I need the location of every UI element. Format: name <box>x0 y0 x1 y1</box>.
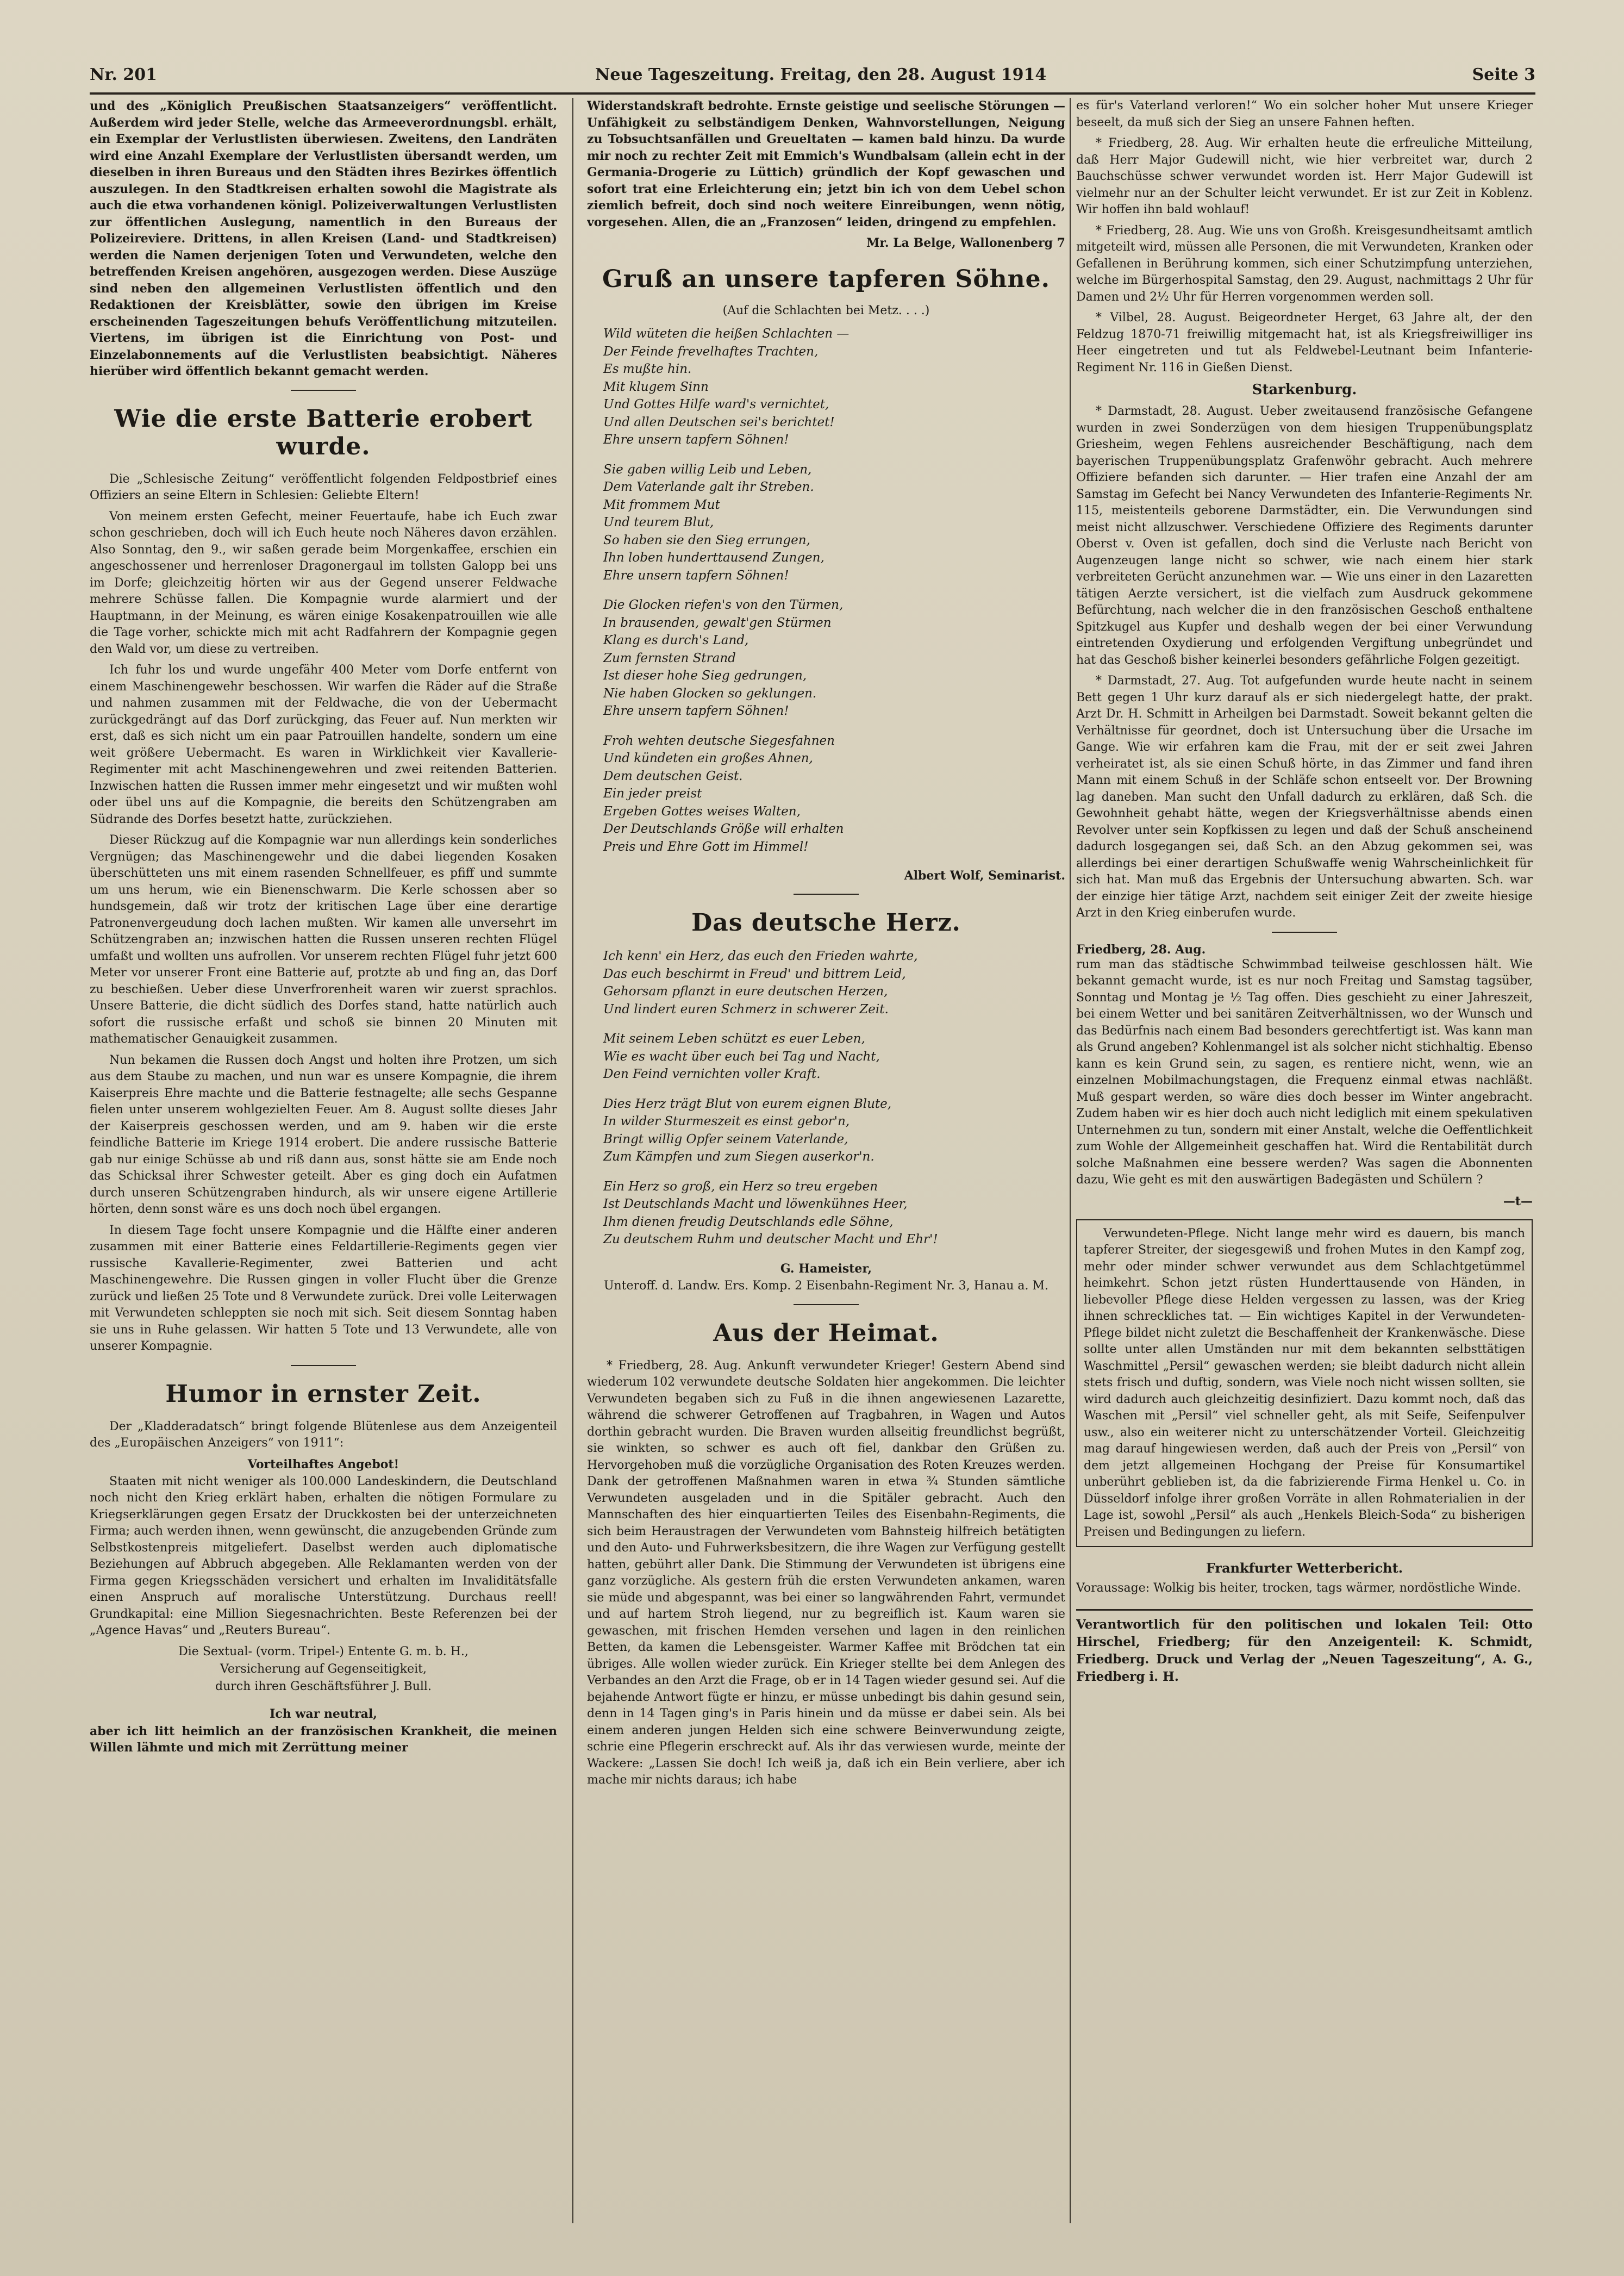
signature: Albert Wolf, Seminarist. <box>904 869 1065 883</box>
poem-line: Ihn loben hunderttausend Zungen, <box>603 551 825 565</box>
article-text: * Darmstadt, 28. August. Ueber zweitausend französische Gefangene wurden in zwei Sonderzügen von dem hiesigen Truppenübungsplatz Griesheim, wegen Fehlens ausreichender Beschäftigung, nach dem bayerischen Truppenübungsplatz Grafenwöhr gebracht. Auch mehrere Offiziere befanden sich darunter. — Hier trafen eine Anzahl der am Samstag im Gefecht bei Nancy Verwundeten des Infanterie-Regiments Nr. 115, meistenteils geborene Darmstädter, ein. Die Verwundungen sind meist nicht allzuschwer. Verschiedene Offiziere des Regiments darunter Oberst v. Oven ist gefallen, doch sind die Verluste nach Bericht von Augenzeugen lange nicht so schwer, wie nach einem hier stark verbreiteten Gerücht anzunehmen war. — Wie uns einer in den Lazaretten tätigen Aerzte versichert, ist die vielfach zum Ausdruck gekommene Befürchtung, nach welcher die in den französischen Geschoß enthaltene Spitzkugel aus Kupfer und deshalb wegen der bei einer Verwundung eintretenden Oxydierung und erfolgenden Vergiftung unbegründet und hat das Geschoß bisher keinerlei besonders gefährliche Folgen gezeitigt. <box>1076 404 1533 667</box>
poem-line: Zum Kämpfen und zum Siegen auserkor'n. <box>603 1150 875 1164</box>
article-text: und des „Königlich Preußischen Staatsanzeigers“ veröffentlicht. Außerdem wird jeder Stelle, welche das Armeeverordnungsbl. erhält, ein Exemplar der Verlustlisten überwiesen. Zweitens, den Landräten wird eine Anzahl Exemplare der Verlustlisten übersandt werden, um dieselben in ihren Bureaus und den Städten ihres Bezirkes öffentlich auszulegen. In den Stadtkreisen erhalten sowohl die Magistrate als auch die etwa vorhandenen königl. Polizeiverwaltungen Verlustlisten zur öffentlichen Auslegung, namentlich in den Bureaus der Polizeireviere. Drittens, in allen Kreisen (Land- und Stadtkreisen) werden die Namen derjenigen Toten und Verwundeten, welche den betreffenden Kreisen angehören, ausgezogen werden. Diese Auszüge sind neben den allgemeinen Verlustlisten öffentlich und den Redaktionen der Kreisblätter, sowie den übrigen im Kreise erscheinenden Tageszeitungen behufs Veröffentlichung mitzuteilen. Viertens, im übrigen ist die Einrichtung von Post- und Einzelabonnements auf die Verlustlisten beabsichtigt. Näheres hierüber wird öffentlich bekannt gemacht werden. <box>90 99 557 378</box>
poem-line: Ehre unsern tapfern Söhnen! <box>603 568 789 583</box>
column-1 <box>90 98 557 2223</box>
poem-stanza <box>587 596 1065 720</box>
article-text: rum man das städtische Schwimmbad teilweise geschlossen hält. Wie bekannt gemacht wurde, ist es nur noch Freitag und Samstag tagsüber, Sonntag und Montag je ½ Tag offen. Dies geschieht zu einer Jahreszeit, bei einem Wetter und bei sanitären Zeitverhältnissen, wo der Wunsch und das Bedürfnis nach einem Bad besonders gerechtfertigt ist. Was kann man als Grund angeben? Kohlenmangel ist als solcher nicht stichhaltig. Ebenso kann es kein Grund sein, zu sagen, es rentiere nicht, wenn, wie an einzelnen Mobilmachungstagen, die Frequenz einmal etwas nachläßt. Muß gespart werden, so wäre dies doch besser im Winter angebracht. Zudem haben wir es hier doch auch nicht lediglich mit einem spekulativen Unternehmen zu tun, sondern mit einer Anstalt, welche die Oeffentlichkeit zum Wohle der Allgemeinheit geschaffen hat. Wird die Rentabilität durch solche Maßnahmen eine bessere werden? Was sagen die Abonnenten dazu, Wie geht es mit den auswärtigen Badegästen und Schülern ? <box>1076 957 1533 1187</box>
poem-line: Zum fernsten Strand <box>603 651 736 665</box>
poem-line: Das euch beschirmt in Freud' und bittrem Leid, <box>603 966 906 981</box>
section-title: Aus der Heimat. <box>713 1319 939 1347</box>
signature: Mr. La Belge, Wallonenberg 7 <box>866 236 1065 250</box>
dateline: Friedberg, 28. Aug. <box>1076 942 1206 957</box>
poem-line: Ein jeder preist <box>603 787 702 801</box>
ad-heading: Vorteilhaftes Angebot! <box>247 1457 399 1471</box>
divider <box>794 1304 859 1305</box>
poem-stanza <box>587 325 1065 449</box>
region-heading: Starkenburg. <box>1252 382 1357 398</box>
divider <box>1272 932 1337 933</box>
signature: G. Hameister, <box>780 1261 872 1276</box>
poem-line: Ein Herz so groß, ein Herz so treu ergeben <box>603 1179 878 1194</box>
poem-line: Mit klugem Sinn <box>603 379 709 394</box>
page-number: Seite 3 <box>1472 65 1535 84</box>
imprint <box>1076 1609 1533 1686</box>
ad-heading: Ich war neutral, <box>270 1706 377 1721</box>
poem-line: Bringt willig Opfer seinem Vaterlande, <box>603 1132 848 1146</box>
signature: Die Sextual- (vorm. Tripel-) Entente G. m. b. H., <box>178 1644 469 1658</box>
poem-line: Und teurem Blut, <box>603 515 714 529</box>
imprint-text: Verantwortlich für den politischen und lokalen Teil: Otto Hirschel, Friedberg; für den Anzeigenteil: K. Schmidt, Friedberg. Druck und Verlag der „Neuen Tageszeitung“, A. G., Friedberg i. H. <box>1076 1617 1533 1684</box>
poem-line: In brausenden, gewalt'gen Stürmen <box>603 615 832 630</box>
poem-stanza <box>587 461 1065 585</box>
poem-line: Und lindert euren Schmerz in schwerer Zeit. <box>603 1002 889 1017</box>
poem-line: In wilder Sturmeszeit es einst gebor'n, <box>603 1114 850 1128</box>
article-text: Ich fuhr los und wurde ungefähr 400 Meter vom Dorfe entfernt von einem Maschinengewehr beschossen. Wir warfen die Räder auf die Straße und nahmen zusammen mit der Feldwache, die von der Uebermacht zurückgedrängt auf das Dorf zurückging, das Feuer auf. Nun merkten wir erst, daß es sich nicht um ein paar Patrouillen handelte, sondern um eine weit größere Uebermacht. Es waren in Wirklichkeit vier Kavallerie-Regimenter mit acht Maschinengewehren und zwei reitenden Batterien. Inzwischen hatten die Russen immer mehr eingesetzt und wir mußten wohl oder übel uns auf die Kompagnie, die bereits den Schützengraben am Südrande des Dorfes besetzt hatte, zurückziehen. <box>90 663 557 826</box>
article-text: Dieser Rückzug auf die Kompagnie war nun allerdings kein sonderliches Vergnügen; das Maschinengewehr und die dabei liegenden Kosaken überschütteten uns mit einem rasenden Schnellfeuer, es pfiff und summte um uns herum, wie ein Bienenschwarm. Die Kerle schossen aber so hundsgemein, daß wir trotz der kritischen Lage über eine derartige Patronenvergeudung doch lachen mußten. Wir kamen alle unversehrt im Schützengraben an; inzwischen hatten die Russen unseren rechten Flügel umfaßt und wollten uns aufrollen. Vor unserem rechten Flügel fuhr jetzt 600 Meter vor unserer Front eine Batterie auf, protzte ab und fing an, das Dorf zu beschießen. Ueber diese Unverfrorenheit waren wir zuerst sprachlos. Unsere Batterie, die dicht südlich des Dorfes stand, hatte natürlich auch sofort die russische erfaßt und schoß sie binnen 20 Minuten mit mathematischer Genauigkeit zusammen. <box>90 833 557 1046</box>
poem-line: Ich kenn' ein Herz, das euch den Frieden wahrte, <box>603 949 918 963</box>
poem-line: Wild wüteten die heißen Schlachten — <box>603 327 850 341</box>
column-rule <box>572 98 573 2223</box>
poem-stanza <box>587 1030 1065 1083</box>
poem-line: Den Feind vernichten voller Kraft. <box>603 1067 821 1081</box>
poem-line: Gehorsam pflanzt in eure deutschen Herzen, <box>603 984 888 999</box>
divider <box>794 894 859 895</box>
poem-title: Das deutsche Herz. <box>691 909 961 937</box>
advertorial-box <box>1076 1219 1533 1548</box>
poem-line: Und kündeten ein großes Ahnen, <box>603 751 813 765</box>
poem-line: Der Feinde frevelhaftes Trachten, <box>603 344 819 359</box>
weather-text: Voraussage: Wolkig bis heiter, trocken, tags wärmer, nordöstliche Winde. <box>1076 1581 1521 1595</box>
article-text: Der „Kladderadatsch“ bringt folgende Blütenlese aus dem Anzeigenteil des „Europäischen Anzeigers“ von 1911“: <box>90 1419 557 1450</box>
article-text: Die „Schlesische Zeitung“ veröffentlicht folgenden Feldpostbrief eines Offiziers an seine Eltern in Schlesien: Geliebte Eltern! <box>90 472 557 502</box>
poem-line: Sie gaben willig Leib und Leben, <box>603 462 812 477</box>
weather-title: Frankfurter Wetterbericht. <box>1205 1560 1403 1576</box>
poem-title: Gruß an unsere tapferen Söhne. <box>602 265 1050 293</box>
article-text: Verwundeten-Pflege. Nicht lange mehr wird es dauern, bis manch tapferer Streiter, der siegesgewiß und frohen Mutes in den Kampf zog, mehr oder minder schwer verwundet aus dem Schlachtgetümmel heimkehrt. Schon jetzt rüsten Hunderttausende von Händen, in liebevoller Pflege diese Helden vergessen zu lassen, was der Krieg ihnen schreckliches tat. — Ein wichtiges Kapitel in der Verwundeten-Pflege bildet nicht zuletzt die Beschaffenheit der Krankenwäsche. Diese sollte unter allen Umständen nur mit dem bekannten selbsttätigen Waschmittel „Persil“ gewaschen werden; sie bleibt dadurch nicht allein stets frisch und duftig, sondern, was Viele noch nicht wissen sollten, sie wird dadurch auch gleichzeitig desinfiziert. Dazu kommt noch, daß das Waschen mit „Persil“ viel schneller geht, als mit Seife, Seifenpulver usw., also ein weiterer nicht zu unterschätzender Vorteil. Gleichzeitig mag darauf hingewiesen werden, daß auch der Preis von „Persil“ von dem jetzt allgemeinen Hochgang der Preise für Konsumartikel unberührt geblieben ist, da die fabrizierende Firma Henkel u. Co. in Düsseldorf infolge ihrer großen Vorräte in allen Rohmaterialien in der Lage ist, sowohl „Persil“ als auch „Henkels Bleich-Soda“ zu bisherigen Preisen und Bedingungen zu liefern. <box>1084 1226 1525 1539</box>
poem-line: Die Glocken riefen's von den Türmen, <box>603 598 844 612</box>
poem-line: Ehre unsern tapfern Söhnen! <box>603 433 789 447</box>
article-text: Von meinem ersten Gefecht, meiner Feuertaufe, habe ich Euch zwar schon geschrieben, doch will ich Euch heute noch Näheres davon erzählen. Also Sonntag, den 9., wir saßen gerade beim Morgenkaffee, erschien ein angeschossener und herrenloser Dragonergaul im tollsten Galopp bei uns im Dorfe; gleichzeitig hörten wir aus der Gegend unserer Feldwache mehrere Schüsse fallen. Die Kompagnie wurde alarmiert und der Hauptmann, in der Meinung, es wären einige Kosakenpatrouillen wie alle die Tage vorher, schickte mich mit acht Radfahrern der Kompagnie gegen den Wald vor, um diese zu vertreiben. <box>90 509 557 656</box>
column-rule <box>1070 98 1071 2223</box>
poem-line: Wie es wacht über euch bei Tag und Nacht, <box>603 1049 880 1064</box>
poem-line: Mit frommem Mut <box>603 497 720 512</box>
article-title: Wie die erste Batterie erobert wurde. <box>114 404 533 460</box>
poem-line: Dem deutschen Geist. <box>603 769 743 783</box>
poem-line: Zu deutschem Ruhm und deutscher Macht und Ehr'! <box>603 1232 938 1246</box>
poem-stanza <box>587 732 1065 856</box>
divider <box>291 1365 356 1366</box>
article-text: * Friedberg, 28. Aug. Wie uns von Großh. Kreisgesundheitsamt amtlich mitgeteilt wird, müssen alle Personen, die mit Verwundeten, Kranken oder Gefallenen in Berührung kommen, sich einer Schutzimpfung unterziehen, welche im Bürgerhospital Samstag, den 29. August, nachmittags 2 Uhr für Damen und 2½ Uhr für Herren vorgenommen werden soll. <box>1076 223 1533 304</box>
poem-line: Dies Herz trägt Blut von eurem eignen Blute, <box>603 1096 892 1111</box>
poem-line: Froh wehten deutsche Siegesfahnen <box>603 733 835 748</box>
poem-line: So haben sie den Sieg errungen, <box>603 533 810 547</box>
poem-line: Nie haben Glocken so geklungen. <box>603 686 817 701</box>
poem-stanza <box>587 1178 1065 1249</box>
divider <box>291 390 356 391</box>
poem-line: Und Gottes Hilfe ward's vernichtet, <box>603 397 829 411</box>
article-text: In diesem Tage focht unsere Kompagnie und die Hälfte einer anderen zusammen mit einer Batterie eines Feldartillerie-Regiments gegen vier russische Kavallerie-Regimenter, zwei Batterien und acht Maschinengewehre. Die Russen gingen in voller Flucht über die Grenze zurück und ließen 25 Tote und 8 Verwundete zurück. Drei volle Leiterwagen mit Verwundeten schleppten sie noch mit sich. Seit diesem Sonntag haben sie uns in Ruhe gelassen. Wir hatten 5 Tote und 13 Verwundete, alle von unserer Kompagnie. <box>90 1223 557 1353</box>
article-text: * Friedberg, 28. Aug. Wir erhalten heute die erfreuliche Mitteilung, daß Herr Major Gudewill nicht, wie hier verbreitet war, durch 2 Bauchschüsse schwer verwundet worden ist. Herr Major Gudewill ist vielmehr nur an der Schulter leicht verwundet. Er ist zur Zeit in Koblenz. Wir hoffen ihn bald wohlauf! <box>1076 136 1533 216</box>
article-text: Widerstandskraft bedrohte. Ernste geistige und seelische Störungen — Unfähigkeit zu selbständigem Denken, Wahnvorstellungen, Neigung zu Tobsuchtsanfällen und Greueltaten — kamen bald hinzu. Da wurde mir noch zu rechter Zeit mit Emmich's Wundbalsam (allein echt in der Germania-Drogerie zu Lüttich) gründlich der Kopf gewaschen und sofort trat eine Erleichterung ein; jetzt bin ich von dem Uebel schon ziemlich befreit, doch sind noch weitere Einreibungen, wenn nötig, vorgesehen. Allen, die an „Franzosen“ leiden, dringend zu empfehlen. <box>587 99 1065 229</box>
poem-line: Ergeben Gottes weises Walten, <box>603 804 801 819</box>
poem-line: Der Deutschlands Größe will erhalten <box>603 822 844 836</box>
poem-line: Ehre unsern tapfern Söhnen! <box>603 704 789 718</box>
article-text: Nun bekamen die Russen doch Angst und holten ihre Protzen, um sich aus dem Staube zu machen, und nun war es unsere Kompagnie, die ihrem Kaiserpreis Ehre machte und die Batterie festnagelte; alle sechs Gespanne fielen unter unserem wohlgezielten Feuer. Am 8. August sollte dieses Jahr der Kaiserpreis geschossen werden, und am 9. haben wir die erste feindliche Batterie im Kriege 1914 erobert. Die andere russische Batterie gab nur einige Schüsse ab und riß dann aus, sonst hätte sie am Ende noch das Schicksal ihrer Schwester geteilt. Aber es ging doch ein Aufatmen durch unseren Schützengraben hindurch, als wir unsere eigene Artillerie hörten, denn sonst wäre es uns doch noch übel ergangen. <box>90 1053 557 1216</box>
poem-line: Ihm dienen freudig Deutschlands edle Söhne, <box>603 1214 894 1229</box>
poem-line: Dem Vaterlande galt ihr Streben. <box>603 480 814 494</box>
article-text: aber ich litt heimlich an der französischen Krankheit, die meinen Willen lähmte und mich mit Zerrüttung meiner <box>90 1724 557 1755</box>
article-text: es für's Vaterland verloren!“ Wo ein solcher hoher Mut unsere Krieger beseelt, da muß sich der Sieg an unsere Fahnen heften. <box>1076 99 1533 129</box>
poem-line: Es mußte hin. <box>603 362 692 376</box>
column-2 <box>587 98 1065 2223</box>
article-text: * Vilbel, 28. August. Beigeordneter Herget, 63 Jahre alt, der den Feldzug 1870-71 freiwillig mitgemacht hat, ist als Kriegsfreiwilliger ins Heer eingetreten und tut als Feldwebel-Leutnant beim Infanterie-Regiment Nr. 116 in Gießen Dienst. <box>1076 311 1533 375</box>
poem-line: Klang es durch's Land, <box>603 633 749 647</box>
article-text: * Darmstadt, 27. Aug. Tot aufgefunden wurde heute nacht in seinem Bett gegen 1 Uhr kurz darauf als er sich niedergelegt hatte, der prakt. Arzt Dr. H. Schmitt in Arheilgen bei Darmstadt. Soweit bekannt gelten die Verhältnisse für geordnet, doch ist Untersuchung über die Ursache im Gange. Wie wir erfahren kam die Frau, mit der er seit zwei Jahren verheiratet ist, als sie einen Schuß hörte, in das Zimmer und fand ihren Mann mit einem Schuß in der Schläfe schon entseelt vor. Der Browning lag daneben. Man sucht den Unfall dadurch zu erklären, daß Sch. die Gewohnheit gehabt hätte, wegen der Kriegsverhältnisse abends einen Revolver unter sein Kopfkissen zu legen und daß der Schuß anscheinend dadurch losgegangen sei, daß Sch. an den Abzug gekommen sei, was allerdings bei einer derartigen Schußwaffe wenig Wahrscheinlichkeit für sich hat. Man muß das Ergebnis der Untersuchung abwarten. Sch. war der einzige hier tätige Arzt, nachdem seit einiger Zeit der zweite hiesige Arzt in den Krieg einberufen wurde. <box>1076 674 1533 920</box>
page-header <box>90 64 1535 95</box>
article-text: * Friedberg, 28. Aug. Ankunft verwundeter Krieger! Gestern Abend sind wiederum 102 verwundete deutsche Soldaten hier angekommen. Die leichter Verwundeten begaben sich zu Fuß in die ihnen angewiesenen Lazarette, während die schwerer Getroffenen auf Tragbahren, in Wagen und Autos dorthin gebracht wurden. Die Braven wurden allseitig freundlichst begrüßt, sie winkten, so schwer es auch oft fiel, dankbar den Grüßen zu. Hervorgehoben muß die vorzügliche Organisation des Roten Kreuzes werden. Dank der getroffenen Maßnahmen waren in etwa ¾ Stunden sämtliche Verwundeten ausgeladen und in die Spitäler gebracht. Auch den Mannschaften des hier einquartierten Teiles des Eisenbahn-Regiments, die sich beim Heraustragen der Verwundeten vom Bahnsteig hilfreich betätigten und den Auto- und Fuhrwerksbesitzern, die ihre Wagen zur Verfügung gestellt hatten, gebührt aller Dank. Die Stimmung der Verwundeten ist übrigens eine ganz vorzügliche. Als gestern früh die ersten Verwundeten ankamen, waren sie müde und abgespannt, was bei einer so langwährenden Fahrt, vermundet und auf hartem Stroh liegend, nur zu begreiflich ist. Kaum waren sie gewaschen, mit frischen Hemden versehen und lagen in den reinlichen Betten, da kamen die Lebensgeister. Warmer Kaffee mit Brödchen tat ein übriges. Alle wollen wieder zurück. Ein Krieger stellte bei dem Anlegen des Verbandes an den Arzt die Frage, ob er in 14 Tagen wieder gesund sei. Auf die bejahende Antwort fügte er hinzu, er müsse unbedingt bis dahin gesund sein, denn in 14 Tagen ging's in Paris hinein und da müsse er dabei sein. Als bei einem anderen jungen Helden sich eine schwere Beinverwundung zeigte, schrie eine Pflegerin erschreckt auf. Als ihr das verwiesen wurde, meinte der Wackere: „Lassen Sie doch! Ich weiß ja, daß ich ein Bein verliere, aber ich mache mir nichts daraus; ich habe <box>587 1358 1065 1787</box>
column-3 <box>1076 98 1533 2223</box>
poem-line: Ist dieser hohe Sieg gedrungen, <box>603 669 807 683</box>
article-title: Humor in ernster Zeit. <box>165 1380 482 1408</box>
poem-line: Mit seinem Leben schützt es euer Leben, <box>603 1032 865 1046</box>
signature: Versicherung auf Gegenseitigkeit, <box>220 1662 427 1676</box>
poem-line: Ist Deutschlands Macht und löwenkühnes Heer, <box>603 1197 908 1211</box>
article-text: Staaten mit nicht weniger als 100.000 Landeskindern, die Deutschland noch nicht den Krieg erklärt haben, erhalten die nötigen Formulare zu Kriegserklärungen gegen Ersatz der Druckkosten bei der unterzeichneten Firma; auch werden ihnen, wenn gewünscht, die anzugebenden Gründe zum Selbstkostenpreis mitgeliefert. Daselbst werden auch diplomatische Beziehungen auf Abbruch abgegeben. Alle Reklamanten werden von der Firma gegen Kriegsschäden versichert und erhalten im Invaliditätsfalle einen Anspruch auf moralische Unterstützung. Durchaus reell! Grundkapital: eine Million Siegesnachrichten. Beste Referenzen bei der „Agence Havas“ und „Reuters Bureau“. <box>90 1474 557 1637</box>
poem-stanza <box>587 1095 1065 1166</box>
poem-stanza <box>587 947 1065 1018</box>
poem-line: Und allen Deutschen sei's berichtet! <box>603 415 835 429</box>
poem-subtitle: (Auf die Schlachten bei Metz. . . .) <box>722 304 930 317</box>
masthead-date: Neue Tageszeitung. Freitag, den 28. August 1914 <box>595 65 1047 84</box>
poem-line: Preis und Ehre Gott im Himmel! <box>603 839 809 854</box>
issue-number: Nr. 201 <box>90 65 157 84</box>
signature: durch ihren Geschäftsführer J. Bull. <box>215 1679 432 1693</box>
signature: Unteroff. d. Landw. Ers. Komp. 2 Eisenbahn-Regiment Nr. 3, Hanau a. M. <box>603 1279 1049 1293</box>
signature: —t— <box>1503 1194 1533 1208</box>
